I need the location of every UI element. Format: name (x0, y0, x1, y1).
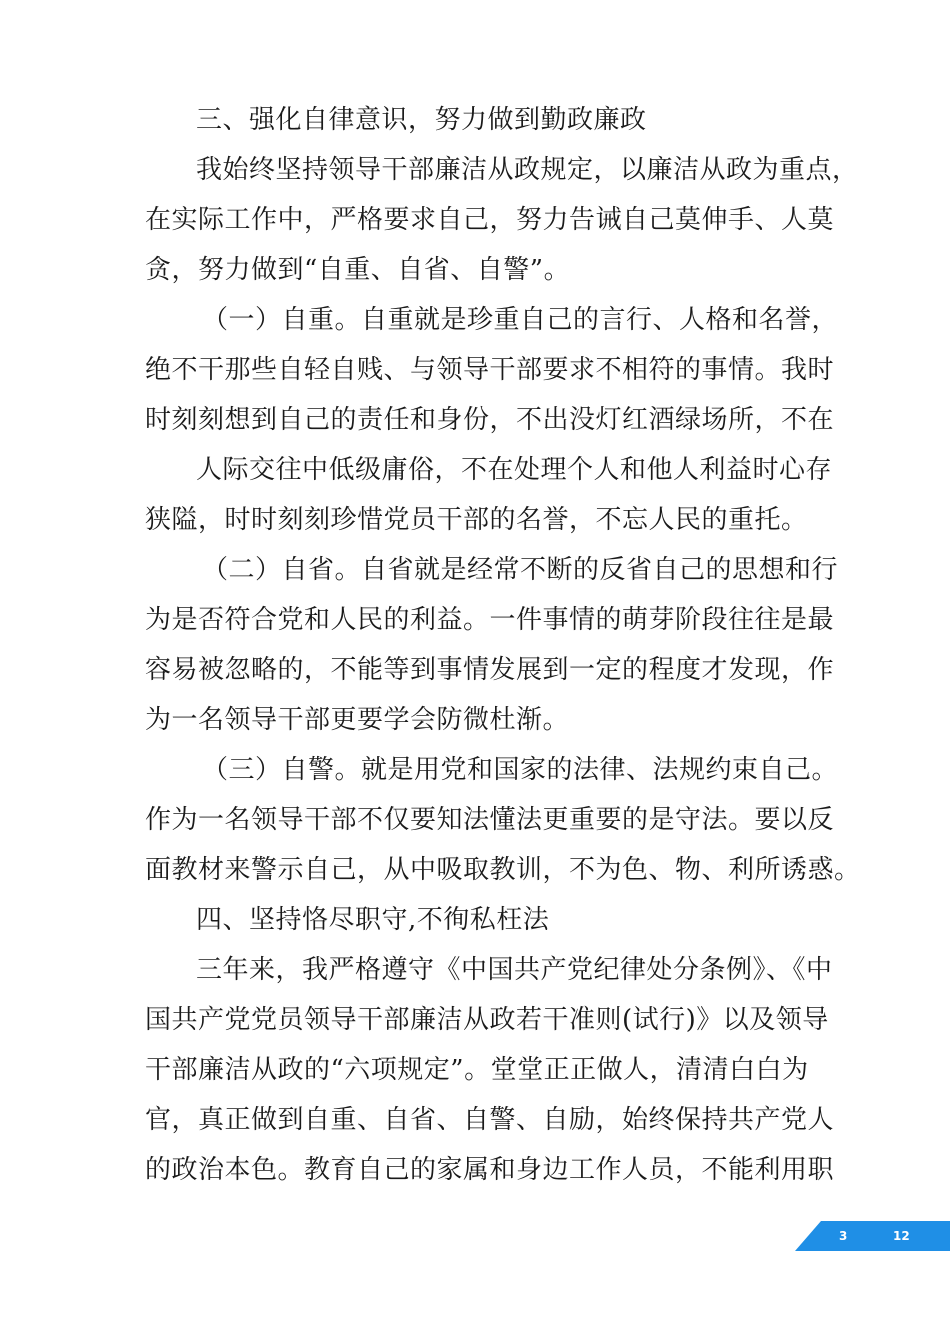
paragraph-line: 国共产党党员领导干部廉洁从政若干准则(试行)》以及领导 (145, 1005, 829, 1035)
paragraph-line: 官，真正做到自重、自省、自警、自励，始终保持共产党人 (145, 1105, 835, 1135)
paragraph-line: 三年来，我严格遵守《中国共产党纪律处分条例》、《中 (196, 955, 833, 985)
paragraph-line: 作为一名领导干部不仅要知法懂法更重要的是守法。要以反 (145, 805, 835, 835)
page-footer-bar (795, 1221, 950, 1251)
paragraph-line: 时刻刻想到自己的责任和身份，不出没灯红酒绿场所，不在 (145, 405, 835, 435)
paragraph-line: 贪，努力做到“自重、自省、自警”。 (145, 255, 571, 285)
page-total: 12 (893, 1229, 910, 1243)
paragraph-line: 面教材来警示自己，从中吸取教训，不为色、物、利所诱惑。 (145, 855, 861, 885)
paragraph-line: （二）自省。自省就是经常不断的反省自己的思想和行 (202, 555, 839, 585)
paragraph-line: 绝不干那些自轻自贱、与领导干部要求不相符的事情。我时 (145, 355, 835, 385)
paragraph-line: 为一名领导干部更要学会防微杜渐。 (145, 705, 570, 735)
paragraph-line: （三）自警。就是用党和国家的法律、法规约束自己。 (202, 755, 839, 785)
paragraph-line: 干部廉洁从政的“六项规定”。堂堂正正做人，清清白白为 (145, 1055, 809, 1085)
section-heading: 三、强化自律意识，努力做到勤政廉政 (196, 105, 647, 135)
paragraph-line: 我始终坚持领导干部廉洁从政规定，以廉洁从政为重点， (196, 155, 859, 185)
paragraph-line: 的政治本色。教育自己的家属和身边工作人员，不能利用职 (145, 1155, 835, 1185)
paragraph-line: 为是否符合党和人民的利益。一件事情的萌芽阶段往往是最 (145, 605, 835, 635)
paragraph-line: 人际交往中低级庸俗，不在处理个人和他人利益时心存 (196, 455, 833, 485)
page-number: 3 (839, 1229, 848, 1243)
paragraph-line: 狭隘，时时刻刻珍惜党员干部的名誉，不忘人民的重托。 (145, 505, 808, 535)
paragraph-line: 容易被忽略的，不能等到事情发展到一定的程度才发现，作 (145, 655, 835, 685)
section-heading: 四、坚持恪尽职守,不徇私枉法 (196, 905, 550, 935)
paragraph-line: 在实际工作中，严格要求自己，努力告诫自己莫伸手、人莫 (145, 205, 835, 235)
paragraph-line: （一）自重。自重就是珍重自己的言行、人格和名誉， (202, 305, 839, 335)
